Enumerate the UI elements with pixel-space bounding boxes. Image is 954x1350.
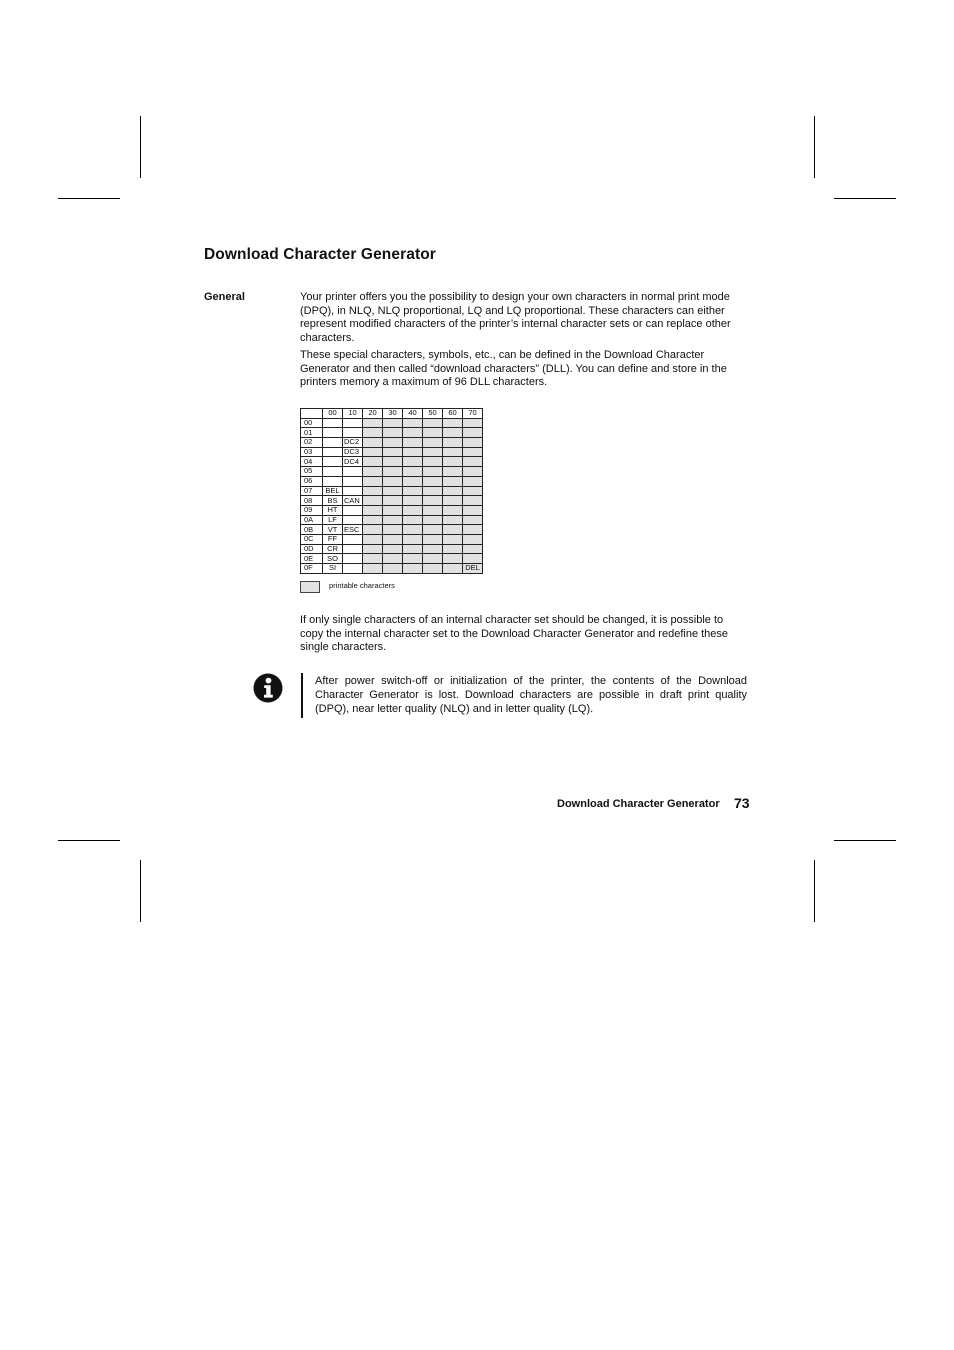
note-divider: [301, 673, 303, 718]
table-cell: [443, 467, 463, 477]
table-row: [301, 428, 483, 438]
table-cell: [423, 447, 443, 457]
table-row: [301, 505, 483, 515]
table-cell: [443, 544, 463, 554]
table-cell: SI: [323, 564, 343, 574]
row-header: 0E: [301, 554, 323, 564]
table-cell: [383, 476, 403, 486]
table-cell: [383, 428, 403, 438]
table-cell: [343, 515, 363, 525]
table-cell: [403, 457, 423, 467]
table-cell: [383, 525, 403, 535]
table-cell: [423, 496, 443, 506]
table-cell: HT: [323, 505, 343, 515]
table-cell: [363, 438, 383, 448]
table-row: [301, 486, 483, 496]
table-cell: [343, 418, 363, 428]
table-cell: [323, 476, 343, 486]
row-header: 00: [301, 418, 323, 428]
table-row: [301, 544, 483, 554]
character-table: [300, 408, 483, 574]
table-cell: [343, 476, 363, 486]
table-cell: VT: [323, 525, 343, 535]
column-header: 50: [423, 409, 443, 419]
table-cell: [443, 476, 463, 486]
page-number: 73: [734, 795, 750, 811]
column-header: 30: [383, 409, 403, 419]
table-row: [301, 447, 483, 457]
table-cell: [463, 515, 483, 525]
table-corner: [301, 409, 323, 419]
table-cell: [403, 525, 423, 535]
section-heading: General: [204, 291, 245, 303]
table-cell: [463, 467, 483, 477]
table-cell: [343, 554, 363, 564]
table-cell: [403, 428, 423, 438]
table-cell: DC4: [343, 457, 363, 467]
row-header: 0C: [301, 534, 323, 544]
table-cell: [423, 438, 443, 448]
table-cell: [463, 496, 483, 506]
table-cell: [363, 564, 383, 574]
table-cell: [463, 447, 483, 457]
footer-label: Download Character Generator: [557, 798, 720, 810]
table-cell: [443, 525, 463, 535]
table-cell: [363, 447, 383, 457]
table-cell: [343, 544, 363, 554]
table-cell: [463, 428, 483, 438]
table-row: [301, 457, 483, 467]
table-cell: SO: [323, 554, 343, 564]
table-cell: [443, 554, 463, 564]
table-cell: [323, 438, 343, 448]
table-cell: [403, 496, 423, 506]
table-cell: [463, 486, 483, 496]
table-cell: [443, 534, 463, 544]
table-cell: [343, 564, 363, 574]
column-header: 60: [443, 409, 463, 419]
table-cell: [443, 447, 463, 457]
table-cell: [403, 486, 423, 496]
table-cell: [363, 486, 383, 496]
crop-mark: [58, 840, 120, 841]
table-row: [301, 496, 483, 506]
table-cell: [403, 476, 423, 486]
table-row: [301, 564, 483, 574]
table-cell: [323, 428, 343, 438]
table-cell: [443, 564, 463, 574]
table-cell: [423, 428, 443, 438]
legend-swatch: [300, 581, 320, 593]
table-cell: DEL: [463, 564, 483, 574]
table-cell: LF: [323, 515, 343, 525]
table-row: [301, 554, 483, 564]
table-cell: [463, 418, 483, 428]
table-cell: [323, 457, 343, 467]
table-cell: CAN: [343, 496, 363, 506]
table-cell: [423, 457, 443, 467]
page-title: Download Character Generator: [204, 246, 436, 263]
table-cell: [383, 534, 403, 544]
crop-mark: [140, 860, 141, 922]
table-cell: [423, 544, 443, 554]
body-paragraph: These special characters, symbols, etc., can be defined in the Download Character Generator and then called “download characters” (DLL). You can define and store in the printers memory a maximum of 96 DLL characters.: [300, 349, 727, 389]
row-header: 09: [301, 505, 323, 515]
row-header: 0A: [301, 515, 323, 525]
row-header: 03: [301, 447, 323, 457]
table-cell: [423, 467, 443, 477]
table-cell: [383, 564, 403, 574]
table-cell: [383, 544, 403, 554]
table-cell: [463, 438, 483, 448]
table-cell: [343, 428, 363, 438]
crop-mark: [58, 198, 120, 199]
table-cell: [363, 496, 383, 506]
table-cell: [363, 428, 383, 438]
table-cell: [403, 554, 423, 564]
table-cell: [363, 554, 383, 564]
table-row: [301, 525, 483, 535]
table-cell: [383, 496, 403, 506]
table-cell: [403, 505, 423, 515]
table-cell: [363, 467, 383, 477]
table-cell: [343, 486, 363, 496]
table-row: [301, 534, 483, 544]
table-cell: BS: [323, 496, 343, 506]
table-cell: [403, 467, 423, 477]
table-cell: [383, 505, 403, 515]
table-cell: [363, 418, 383, 428]
table-cell: [463, 476, 483, 486]
row-header: 02: [301, 438, 323, 448]
table-cell: [463, 457, 483, 467]
table-cell: [443, 438, 463, 448]
table-cell: [323, 418, 343, 428]
row-header: 06: [301, 476, 323, 486]
table-cell: [403, 515, 423, 525]
table-cell: [423, 554, 443, 564]
table-cell: [423, 505, 443, 515]
table-cell: DC2: [343, 438, 363, 448]
table-cell: [343, 467, 363, 477]
table-cell: CR: [323, 544, 343, 554]
table-cell: [363, 476, 383, 486]
table-row: [301, 418, 483, 428]
table-cell: DC3: [343, 447, 363, 457]
table-cell: [443, 515, 463, 525]
table-row: [301, 476, 483, 486]
table-cell: [403, 418, 423, 428]
table-cell: [443, 428, 463, 438]
table-cell: [423, 486, 443, 496]
table-cell: [383, 554, 403, 564]
crop-mark: [814, 116, 815, 178]
table-cell: [463, 505, 483, 515]
table-cell: [343, 534, 363, 544]
table-cell: [443, 418, 463, 428]
column-header: 10: [343, 409, 363, 419]
table-cell: [383, 438, 403, 448]
table-cell: [423, 564, 443, 574]
table-cell: [383, 418, 403, 428]
table-cell: [383, 467, 403, 477]
table-cell: ESC: [343, 525, 363, 535]
crop-mark: [140, 116, 141, 178]
column-header: 20: [363, 409, 383, 419]
row-header: 0F: [301, 564, 323, 574]
crop-mark: [834, 198, 896, 199]
table-cell: [443, 486, 463, 496]
column-header: 70: [463, 409, 483, 419]
table-cell: [363, 515, 383, 525]
row-header: 0D: [301, 544, 323, 554]
table-cell: [423, 534, 443, 544]
row-header: 08: [301, 496, 323, 506]
body-paragraph: Your printer offers you the possibility to design your own characters in normal print mode (DPQ), in NLQ, NLQ proportional, LQ and LQ proportional. These characters can either represent modified characters of the printer’s internal character sets or can replace other characters.: [300, 291, 731, 344]
table-cell: [363, 534, 383, 544]
note-text: After power switch-off or initialization of the printer, the contents of the Download Character Generator is lost. Download characters are possible in draft print quality (DPQ), near letter quality (NLQ) and in letter quality (LQ).: [315, 675, 747, 715]
table-cell: [443, 505, 463, 515]
table-cell: [363, 457, 383, 467]
table-cell: [383, 447, 403, 457]
crop-mark: [814, 860, 815, 922]
table-cell: [463, 525, 483, 535]
table-row: [301, 467, 483, 477]
column-header: 40: [403, 409, 423, 419]
row-header: 0B: [301, 525, 323, 535]
row-header: 05: [301, 467, 323, 477]
info-icon: [253, 673, 283, 703]
body-paragraph: If only single characters of an internal character set should be changed, it is possible to copy the internal character set to the Download Character Generator and redefine these single characters.: [300, 614, 729, 654]
table-cell: [403, 534, 423, 544]
table-cell: [403, 447, 423, 457]
table-cell: [443, 496, 463, 506]
table-cell: [383, 515, 403, 525]
table-cell: FF: [323, 534, 343, 544]
row-header: 07: [301, 486, 323, 496]
table-cell: [423, 525, 443, 535]
table-cell: [383, 457, 403, 467]
table-cell: [363, 505, 383, 515]
row-header: 04: [301, 457, 323, 467]
table-cell: [363, 525, 383, 535]
table-cell: [403, 544, 423, 554]
legend-label: printable characters: [329, 581, 395, 590]
table-row: [301, 438, 483, 448]
row-header: 01: [301, 428, 323, 438]
table-cell: [383, 486, 403, 496]
table-cell: [323, 447, 343, 457]
table-cell: [323, 467, 343, 477]
table-cell: [423, 476, 443, 486]
table-cell: [343, 505, 363, 515]
table-cell: [463, 544, 483, 554]
table-cell: [423, 418, 443, 428]
table-cell: [403, 438, 423, 448]
column-header: 00: [323, 409, 343, 419]
table-cell: BEL: [323, 486, 343, 496]
table-cell: [423, 515, 443, 525]
crop-mark: [834, 840, 896, 841]
table-cell: [463, 534, 483, 544]
table-cell: [443, 457, 463, 467]
table-cell: [403, 564, 423, 574]
table-row: [301, 515, 483, 525]
table-cell: [363, 544, 383, 554]
table-cell: [463, 554, 483, 564]
